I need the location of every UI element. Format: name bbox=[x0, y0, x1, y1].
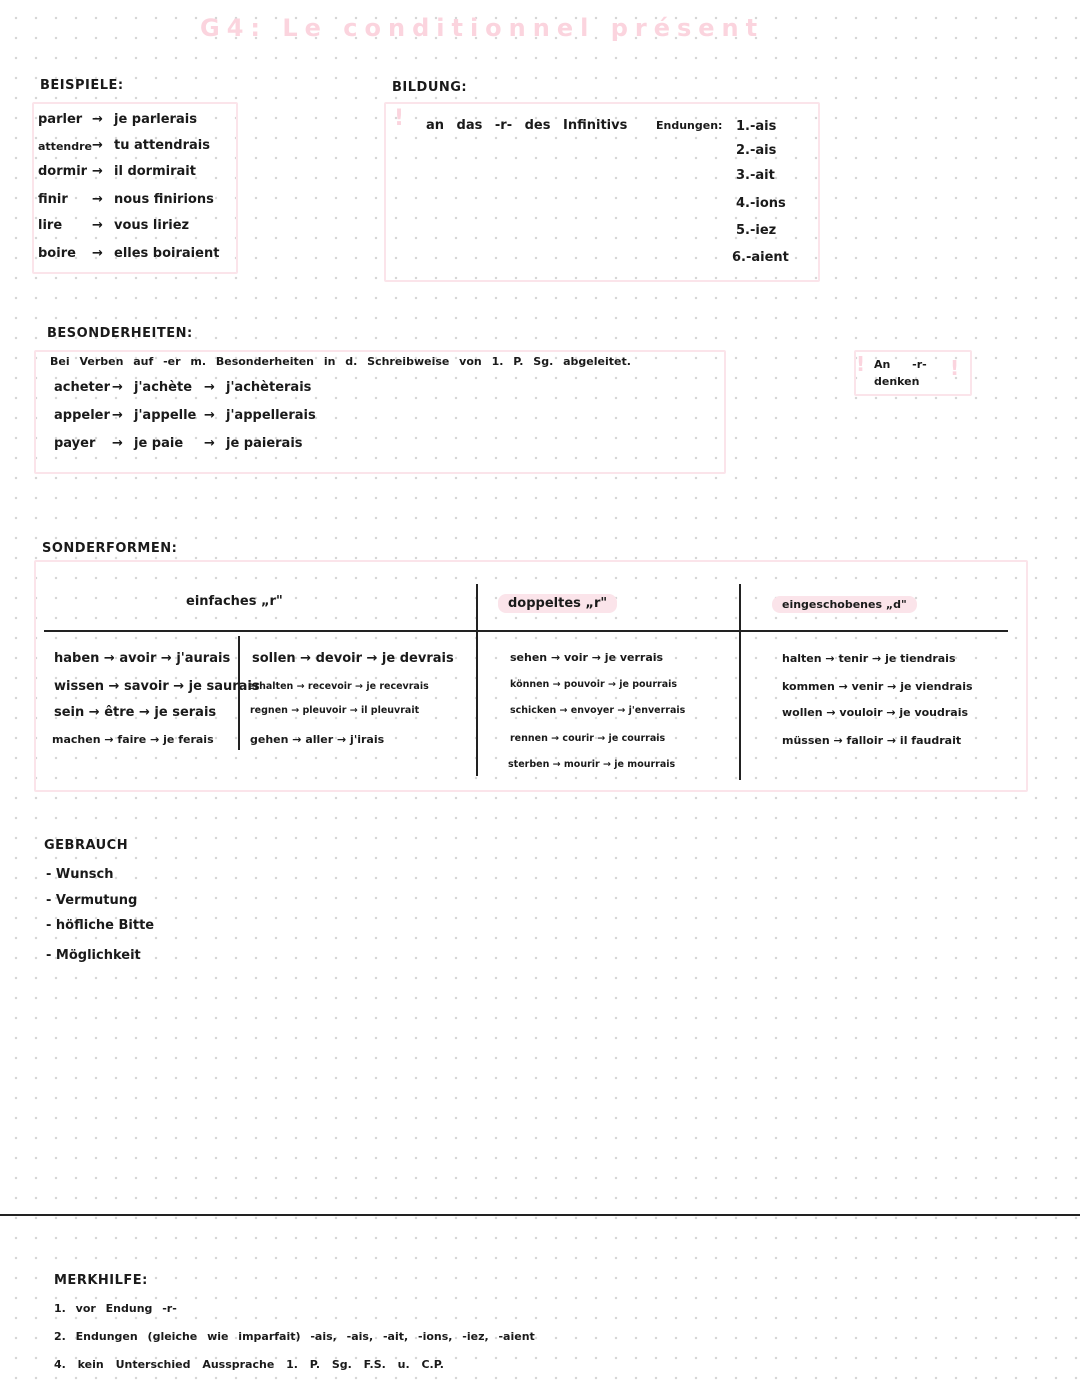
gebrauch-item: - Wunsch bbox=[46, 867, 114, 882]
beispiel-form: vous liriez bbox=[114, 218, 190, 233]
sonderform-entry: sein → être → je serais bbox=[54, 705, 217, 720]
arrow: → bbox=[112, 380, 123, 395]
column-divider bbox=[739, 584, 741, 780]
sonderform-entry: gehen → aller → j'irais bbox=[250, 733, 385, 746]
sonderform-entry: können → pouvoir → je pourrais bbox=[510, 679, 678, 690]
sonderform-entry: halten → tenir → je tiendrais bbox=[782, 652, 956, 665]
beispiel-verb: attendre bbox=[38, 140, 92, 153]
verb: appeler bbox=[54, 408, 110, 423]
col1-header: einfaches „r" bbox=[186, 594, 283, 609]
exclamation-icon: ! bbox=[856, 352, 866, 376]
endung: 1.-ais bbox=[736, 119, 777, 134]
col2-header: doppeltes „r" bbox=[498, 594, 617, 613]
sonderform-entry: schicken → envoyer → j'enverrais bbox=[510, 705, 686, 716]
beispiel-verb: dormir bbox=[38, 164, 88, 179]
beispiel-verb: lire bbox=[38, 218, 63, 233]
sonderform-entry: rennen → courir → je courrais bbox=[510, 733, 666, 744]
beispiel-verb: parler bbox=[38, 112, 83, 127]
sonderform-entry: sterben → mourir → je mourrais bbox=[508, 759, 676, 770]
beispiel-form: elles boiraient bbox=[114, 246, 220, 261]
bildung-heading: BILDUNG: bbox=[392, 80, 468, 95]
endungen-label: Endungen: bbox=[656, 119, 723, 132]
sonderform-entry: kommen → venir → je viendrais bbox=[782, 680, 973, 693]
sonderform-entry: regnen → pleuvoir → il pleuvrait bbox=[250, 705, 420, 716]
arrow: → bbox=[204, 380, 215, 395]
sonderform-entry: wollen → vouloir → je voudrais bbox=[782, 706, 969, 719]
sg-form: j'appelle bbox=[134, 408, 197, 423]
sonderform-entry: sehen → voir → je verrais bbox=[510, 651, 664, 664]
beispiel-verb: finir bbox=[38, 192, 68, 207]
sonderform-entry: wissen → savoir → je saurais bbox=[54, 679, 260, 694]
sonderform-entry: machen → faire → je ferais bbox=[52, 733, 214, 746]
merkhilfe-item: 2. Endungen (gleiche wie imparfait) -ais, -ais, -ait, -ions, -iez, -aient bbox=[54, 1330, 535, 1343]
besonderheiten-intro: Bei Verben auf -er m. Besonderheiten in d. Schreibweise von 1. P. Sg. abgeleitet. bbox=[50, 355, 631, 368]
verb: payer bbox=[54, 436, 96, 451]
verb: acheter bbox=[54, 380, 110, 395]
page-separator bbox=[0, 1214, 1080, 1216]
sg-form: je paie bbox=[134, 436, 184, 451]
col3-header: eingeschobenes „d" bbox=[772, 596, 917, 613]
exclamation-icon: ! bbox=[394, 106, 405, 131]
beispiel-verb: boire bbox=[38, 246, 76, 261]
arrow: → bbox=[204, 436, 215, 451]
sonderformen-heading: SONDERFORMEN: bbox=[42, 541, 178, 556]
beispiele-heading: BEISPIELE: bbox=[40, 78, 124, 93]
bildung-rule: an das -r- des Infinitivs bbox=[426, 118, 628, 133]
sg-form: j'achète bbox=[134, 380, 193, 395]
gebrauch-heading: GEBRAUCH bbox=[44, 838, 129, 853]
arrow: → bbox=[92, 218, 103, 233]
arrow: → bbox=[112, 436, 123, 451]
merkhilfe-item: 1. vor Endung -r- bbox=[54, 1302, 177, 1315]
arrow: → bbox=[92, 164, 103, 179]
endung: 3.-ait bbox=[736, 168, 775, 183]
gebrauch-item: - Möglichkeit bbox=[46, 948, 141, 963]
arrow: → bbox=[92, 112, 103, 127]
beispiel-form: tu attendrais bbox=[114, 138, 210, 153]
arrow: → bbox=[92, 246, 103, 261]
conditionnel-form: je paierais bbox=[226, 436, 303, 451]
gebrauch-item: - höfliche Bitte bbox=[46, 918, 155, 933]
gebrauch-item: - Vermutung bbox=[46, 893, 138, 908]
exclamation-icon: ! bbox=[950, 356, 960, 380]
table-header-divider bbox=[44, 630, 1008, 632]
merkhilfe-item: 4. kein Unterschied Aussprache 1. P. Sg. F.S. u. C.P. bbox=[54, 1358, 444, 1371]
note-text: An -r- denken bbox=[874, 358, 927, 388]
column-divider bbox=[476, 584, 478, 776]
besonderheiten-heading: BESONDERHEITEN: bbox=[47, 326, 193, 341]
arrow: → bbox=[112, 408, 123, 423]
beispiel-form: nous finirions bbox=[114, 192, 214, 207]
endung: 4.-ions bbox=[736, 196, 786, 211]
sonderform-entry: sollen → devoir → je devrais bbox=[252, 651, 454, 666]
arrow: → bbox=[92, 138, 103, 153]
sonderform-entry: haben → avoir → j'aurais bbox=[54, 651, 231, 666]
endung: 5.-iez bbox=[736, 223, 777, 238]
arrow: → bbox=[92, 192, 103, 207]
beispiel-form: je parlerais bbox=[114, 112, 197, 127]
arrow: → bbox=[204, 408, 215, 423]
page-title: G4: Le conditionnel présent bbox=[200, 14, 765, 42]
beispiel-form: il dormirait bbox=[114, 164, 196, 179]
sonderform-entry: müssen → falloir → il faudrait bbox=[782, 734, 962, 747]
endung: 6.-aient bbox=[732, 250, 789, 265]
sonderform-entry: erhalten → recevoir → je recevrais bbox=[248, 681, 429, 692]
merkhilfe-heading: MERKHILFE: bbox=[54, 1273, 148, 1288]
conditionnel-form: j'appellerais bbox=[226, 408, 316, 423]
endung: 2.-ais bbox=[736, 143, 777, 158]
conditionnel-form: j'achèterais bbox=[226, 380, 312, 395]
